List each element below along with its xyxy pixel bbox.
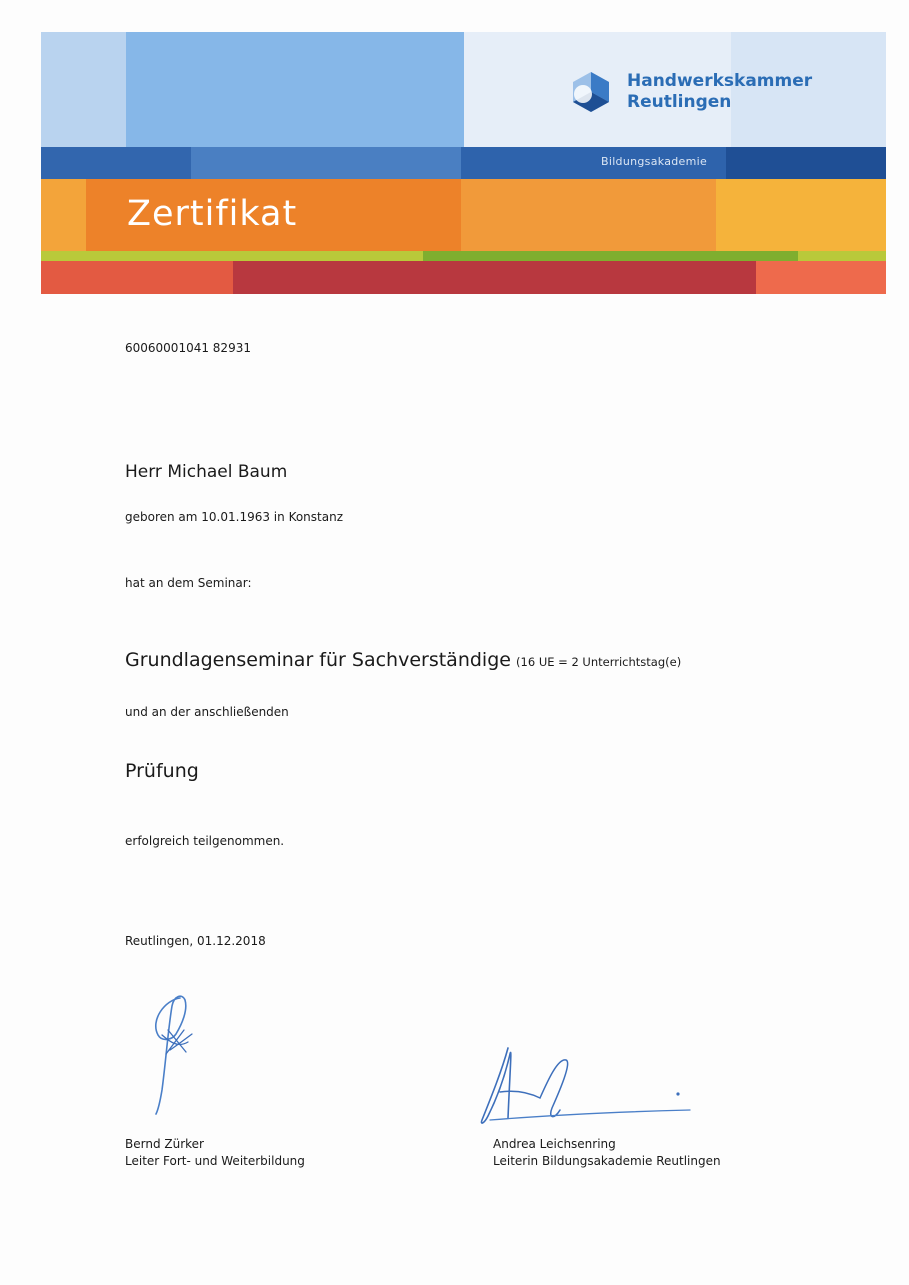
result-text: erfolgreich teilgenommen.: [125, 834, 285, 848]
signatory-left: [125, 1136, 305, 1170]
signature-left: [140, 990, 210, 1120]
signatory-right: [493, 1136, 721, 1170]
banner-block: [726, 147, 886, 179]
banner-block: [756, 261, 886, 294]
signatory-right-name: Andrea Leichsenring: [493, 1137, 616, 1151]
signatory-right-role: Leiterin Bildungsakademie Reutlingen: [493, 1154, 721, 1168]
hwk-logo-icon: [569, 70, 613, 114]
org-logo: [569, 70, 812, 114]
signatory-left-name: Bernd Zürker: [125, 1137, 204, 1151]
seminar-line: [125, 649, 681, 671]
header-banner: [41, 32, 886, 294]
seminar-note: (16 UE = 2 Unterrichtstag(e): [516, 655, 682, 669]
document-number: 60060001041 82931: [125, 341, 251, 355]
academy-label: Bildungsakademie: [601, 155, 708, 168]
intro-text: hat an dem Seminar:: [125, 576, 252, 590]
signatory-left-role: Leiter Fort- und Weiterbildung: [125, 1154, 305, 1168]
place-date: Reutlingen, 01.12.2018: [125, 934, 266, 948]
banner-block: [41, 147, 191, 179]
signature-right: [470, 1040, 700, 1130]
recipient-name: Herr Michael Baum: [125, 462, 288, 482]
banner-block: [233, 261, 756, 294]
seminar-title: Grundlagenseminar für Sachverständige: [125, 649, 511, 671]
org-name-line2: Reutlingen: [627, 92, 732, 112]
banner-block: [126, 32, 464, 147]
banner-block: [41, 179, 86, 251]
banner-block: [191, 147, 461, 179]
certificate-title: Zertifikat: [127, 194, 298, 234]
exam-title: Prüfung: [125, 760, 199, 782]
connector-text: und an der anschließenden: [125, 705, 289, 719]
banner-block: [423, 251, 798, 261]
recipient-birth: geboren am 10.01.1963 in Konstanz: [125, 510, 343, 524]
banner-block: [41, 32, 126, 147]
org-name: [627, 71, 812, 113]
banner-block: [716, 179, 886, 251]
org-name-line1: Handwerkskammer: [627, 71, 813, 91]
banner-block: [461, 179, 716, 251]
